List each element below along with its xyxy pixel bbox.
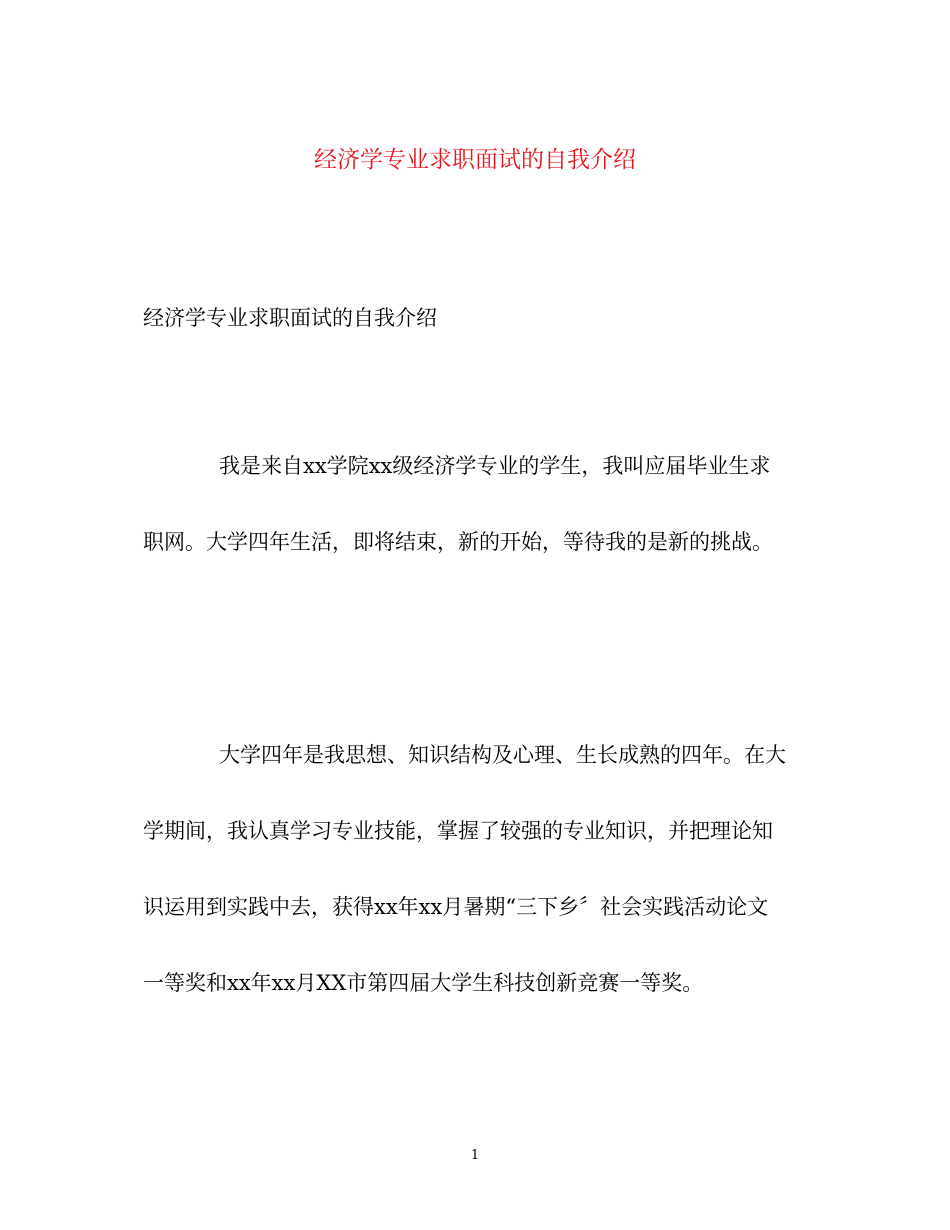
document-subtitle: 经济学专业求职面试的自我介绍 — [143, 306, 437, 330]
paragraph-line: 识运用到实践中去，获得xx年xx月暑期“三下乡〞社会实践活动论文 — [143, 895, 769, 919]
paragraph-line: 我是来自xx学院xx级经济学专业的学生，我叫应届毕业生求 — [219, 454, 771, 478]
paragraph-line: 职网。大学四年生活，即将结束，新的开始，等待我的是新的挑战。 — [143, 530, 773, 554]
paragraph-experience — [143, 737, 811, 1041]
page-number: 1 — [470, 1148, 480, 1163]
document-title: 经济学专业求职面试的自我介绍 — [314, 147, 636, 173]
paragraph-line: 大学四年是我思想、知识结构及心理、生长成熟的四年。在大 — [219, 743, 786, 767]
paragraph-line: 一等奖和xx年xx月XX市第四届大学生科技创新竞赛一等奖。 — [143, 971, 704, 995]
paragraph-line: 学期间，我认真学习专业技能，掌握了较强的专业知识，并把理论知 — [143, 819, 773, 843]
paragraph-intro — [143, 448, 811, 600]
